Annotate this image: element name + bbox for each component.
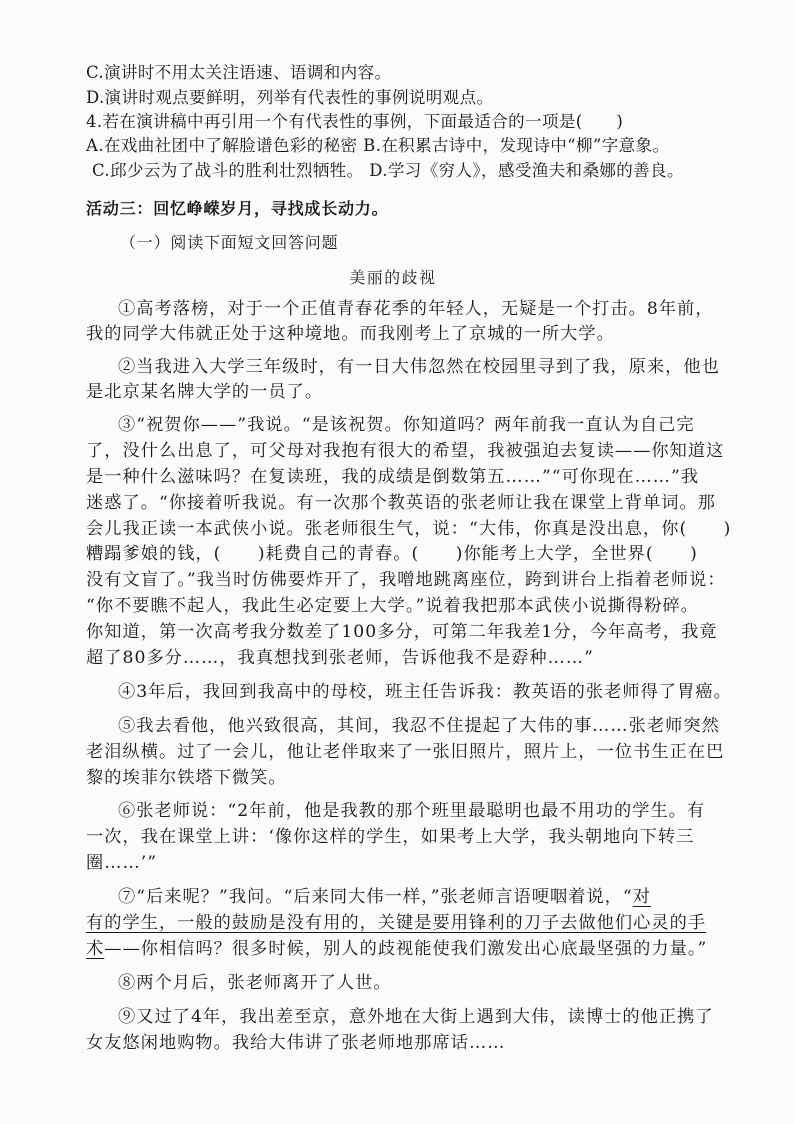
- q4-options-ab: A.在戏曲社团中了解脸谱色彩的秘密 B.在积累古诗中，发现诗中“柳”字意象。: [86, 136, 670, 155]
- passage-line: 会儿我正读一本武侠小说。张老师很生气，说：“大伟，你真是没出息，你( ): [86, 519, 732, 539]
- passage-line: 黎的埃菲尔铁塔下微笑。: [86, 768, 287, 788]
- underlined-sentence: 有的学生，一般的鼓励是没有用的，关键是要用锋利的刀子去做他们心灵的手: [86, 913, 707, 933]
- passage-line: 你知道，第一次高考我分数差了100多分，可第二年我差1分，今年高考，我竟: [86, 622, 718, 642]
- passage-line: ⑤我去看他，他兴致很高，其间，我忍不住提起了大伟的事……张老师突然: [118, 716, 720, 736]
- q3-option-d: D.演讲时观点要鲜明，列举有代表性的事例说明观点。: [86, 88, 494, 107]
- passage-text: ⑦“后来呢？”我问。“后来同大伟一样，”张老师言语哽咽着说，“: [118, 887, 633, 907]
- passage-line: ⑧两个月后，张老师离开了人世。: [118, 973, 392, 993]
- underlined-sentence-start: 对: [632, 887, 652, 907]
- passage-line: ⑥张老师说：“2年前，他是我教的那个班里最聪明也最不用功的学生。有: [118, 801, 706, 821]
- passage-line: 了，没什么出息了，可父母对我抱有很大的希望，我被强迫去复读——你知道这: [86, 441, 725, 461]
- activity-heading: 活动三：回忆峥嵘岁月，寻找成长动力。: [86, 199, 389, 218]
- section-title: （一）阅读下面短文回答问题: [120, 233, 339, 252]
- passage-line: 我的同学大伟就正处于这种境地。而我刚考上了京城的一所大学。: [86, 324, 615, 344]
- passage-line: ②当我进入大学三年级时，有一日大伟忽然在校园里寻到了我，原来，他也: [118, 357, 720, 377]
- q4-options-cd: C.邱少云为了战斗的胜利壮烈牺牲。 D.学习《穷人》，感受渔夫和桑娜的善良。: [92, 161, 684, 180]
- passage-title: 美丽的歧视: [349, 268, 437, 287]
- passage-text: ——你相信吗？很多时候，别人的歧视能使我们激发出心底最坚强的力量。”: [104, 939, 708, 959]
- passage-line: 糟蹋爹娘的钱，( )耗费自己的青春。( )你能考上大学，全世界( ): [86, 544, 698, 564]
- passage-line: 女友悠闲地购物。我给大伟讲了张老师地那席话……: [86, 1033, 506, 1053]
- passage-line: [118, 886, 651, 908]
- passage-line: ③“祝贺你——”我说。“是该祝贺。你知道吗？两年前我一直认为自己完: [118, 415, 695, 435]
- passage-line: 是一种什么滋味吗？在复读班，我的成绩是倒数第五……”“可你现在……”我: [86, 467, 700, 487]
- passage-line: ①高考落榜，对于一个正值青春花季的年轻人，无疑是一个打击。8年前，: [118, 299, 714, 319]
- passage-line: [86, 938, 707, 960]
- passage-line: “你不要瞧不起人，我此生必定要上大学。”说着我把那本武侠小说撕得粉碎。: [86, 596, 699, 616]
- passage-line: ④3年后，我回到我高中的母校，班主任告诉我：教英语的张老师得了胃癌。: [118, 682, 732, 702]
- passage-line: 是北京某名牌大学的一员了。: [86, 382, 324, 402]
- passage-line: ⑨又过了4年，我出差至京，意外地在大街上遇到大伟，读博士的他正携了: [118, 1007, 714, 1027]
- q4-stem: 4.若在演讲稿中再引用一个有代表性的事例，下面最适合的一项是( ): [86, 112, 624, 131]
- passage-line: 没有文盲了。”我当时仿佛要炸开了，我噌地跳离座位，跨到讲台上指着老师说：: [86, 570, 726, 590]
- passage-line: 超了80多分……，我真想找到张老师，告诉他我不是孬种……”: [86, 648, 594, 668]
- passage-line: 圈……’”: [86, 853, 158, 873]
- passage-line: 一次，我在课堂上讲：‘像你这样的学生，如果考上大学，我头朝地向下转三: [86, 827, 695, 847]
- q3-option-c: C.演讲时不用太关注语速、语调和内容。: [86, 63, 392, 82]
- passage-line: 迷惑了。“你接着听我说。有一次那个教英语的张老师让我在课堂上背单词。那: [86, 493, 716, 513]
- passage-line: 老泪纵横。过了一会儿，他让老伴取来了一张旧照片，照片上，一位书生正在巴: [86, 742, 725, 762]
- underlined-sentence-end: 术: [86, 939, 105, 959]
